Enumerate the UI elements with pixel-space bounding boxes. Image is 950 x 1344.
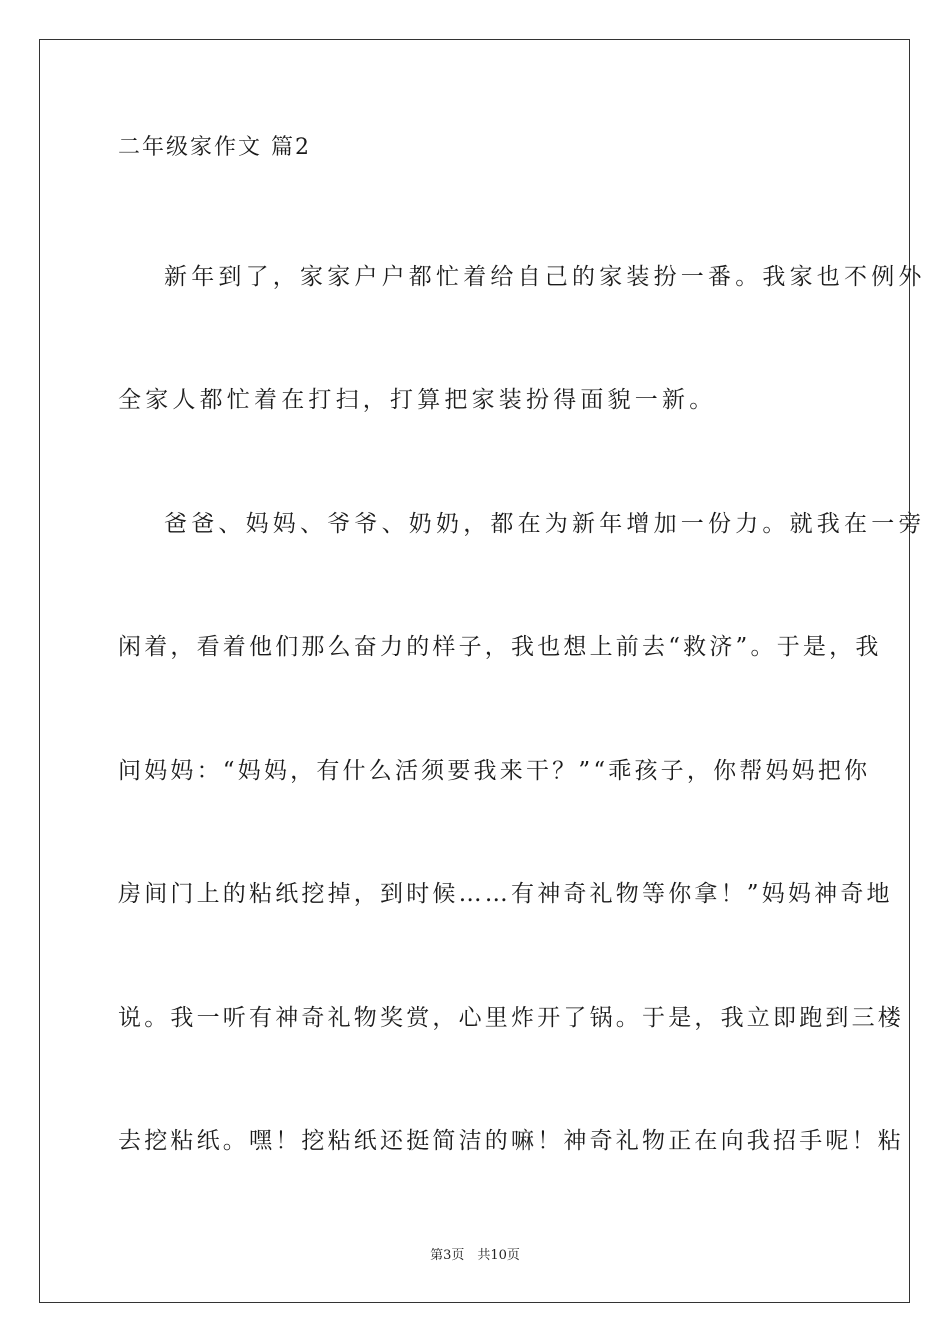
paragraph-line-8: 去挖粘纸。嘿！挖粘纸还挺简洁的嘛！神奇礼物正在向我招手呢！粘 xyxy=(118,1128,904,1154)
paragraph-line-4: 闲着，看着他们那么奋力的样子，我也想上前去“救济”。于是，我 xyxy=(118,634,882,660)
paragraph-line-5: 问妈妈：“妈妈，有什么活须要我来干？”“乖孩子，你帮妈妈把你 xyxy=(118,758,871,784)
paragraph-line-3: 爸爸、妈妈、爷爷、奶奶，都在为新年增加一份力。就我在一旁 xyxy=(164,511,926,537)
page-border xyxy=(39,39,926,1303)
paragraph-line-1: 新年到了，家家户户都忙着给自己的家装扮一番。我家也不例外 xyxy=(164,264,926,290)
paragraph-line-7: 说。我一听有神奇礼物奖赏，心里炸开了锅。于是，我立即跑到三楼 xyxy=(118,1005,904,1031)
page-number: 第3页 共10页 xyxy=(430,1248,520,1263)
paragraph-line-6: 房间门上的粘纸挖掉，到时候……有神奇礼物等你拿！”妈妈神奇地 xyxy=(118,881,893,907)
paragraph-line-2: 全家人都忙着在打扫，打算把家装扮得面貌一新。 xyxy=(118,387,717,413)
page-title: 二年级家作文 篇2 xyxy=(118,135,311,160)
